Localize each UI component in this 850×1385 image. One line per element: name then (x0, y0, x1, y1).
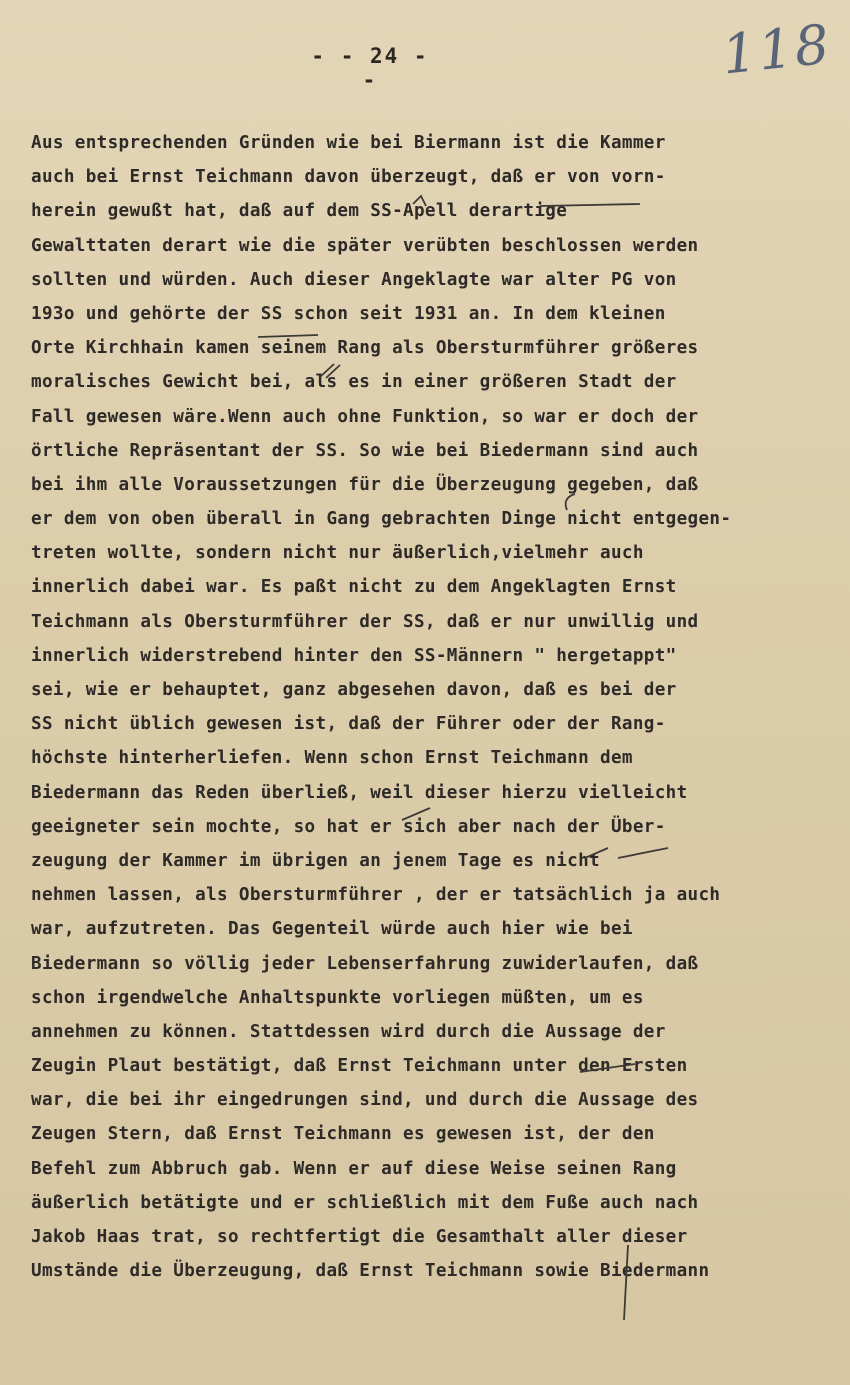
text-line: Biedermann so völlig jeder Lebenserfahrung zuwiderlaufen, daß (31, 953, 699, 974)
text-line: moralisches Gewicht bei, als es in einer größeren Stadt der (31, 372, 677, 393)
text-line: Fall gewesen wäre.Wenn auch ohne Funktion, so war er doch der (31, 406, 699, 427)
text-line: war, aufzutreten. Das Gegenteil würde auch hier wie bei (31, 919, 633, 940)
text-line: Befehl zum Abbruch gab. Wenn er auf diese Weise seinen Rang (31, 1158, 677, 1179)
text-line: Gewalttaten derart wie die später verübten beschlossen werden (31, 235, 699, 256)
text-line: treten wollte, sondern nicht nur äußerlich,vielmehr auch (31, 543, 644, 564)
text-line: Teichmann als Obersturmführer der SS, daß er nur unwillig und (31, 611, 699, 632)
text-line: herein gewußt hat, daß auf dem SS-Apell derartige (31, 201, 568, 222)
text-line: bei ihm alle Voraussetzungen für die Überzeugung gegeben, daß (31, 474, 699, 495)
text-line: geeigneter sein mochte, so hat er sich aber nach der Über- (31, 816, 666, 837)
text-line: Zeugen Stern, daß Ernst Teichmann es gewesen ist, der den (31, 1124, 655, 1145)
text-line: Aus entsprechenden Gründen wie bei Biermann ist die Kammer (31, 133, 666, 153)
text-line: SS nicht üblich gewesen ist, daß der Führer oder der Rang- (31, 714, 666, 735)
text-line: äußerlich betätigte und er schließlich mit dem Fuße auch nach (31, 1192, 699, 1213)
text-line: Biedermann das Reden überließ, weil dieser hierzu vielleicht (31, 782, 688, 803)
handwritten-folio-number: 118 (719, 12, 835, 87)
text-line: zeugung der Kammer im übrigen an jenem Tage es nicht (31, 850, 601, 871)
text-line: auch bei Ernst Teichmann davon überzeugt, daß er von vorn- (31, 167, 666, 188)
text-line: Jakob Haas trat, so rechtfertigt die Gesamthalt aller dieser (31, 1227, 688, 1247)
text-line: höchste hinterherliefen. Wenn schon Ernst Teichmann dem (31, 748, 633, 769)
text-line: schon irgendwelche Anhaltspunkte vorliegen müßten, um es (31, 987, 644, 1008)
text-line: Umstände die Überzeugung, daß Ernst Teichmann sowie Biedermann (31, 1261, 710, 1282)
page-number: - - 24 - - (311, 44, 429, 92)
text-line: war, die bei ihr eingedrungen sind, und durch die Aussage des (31, 1090, 699, 1111)
text-line: nehmen lassen, als Obersturmführer , der er tatsächlich ja auch (31, 885, 721, 906)
text-line: örtliche Repräsentant der SS. So wie bei Biedermann sind auch (31, 440, 699, 461)
text-line: Zeugin Plaut bestätigt, daß Ernst Teichmann unter den Ersten (31, 1056, 688, 1077)
text-line: er dem von oben überall in Gang gebrachten Dinge nicht entgegen- (31, 509, 732, 530)
text-line: sei, wie er behauptet, ganz abgesehen davon, daß es bei der (31, 680, 677, 700)
text-line: innerlich dabei war. Es paßt nicht zu dem Angeklagten Ernst (31, 577, 677, 598)
text-line: Orte Kirchhain kamen seinem Rang als Obersturmführer größeres (31, 338, 699, 359)
text-line: sollten und würden. Auch dieser Angeklagte war alter PG von (31, 269, 677, 290)
text-line: innerlich widerstrebend hinter den SS-Männern " hergetappt" (31, 645, 677, 666)
text-line: 193o und gehörte der SS schon seit 1931 an. In dem kleinen (31, 303, 666, 324)
text-line: annehmen zu können. Stattdessen wird durch die Aussage der (31, 1021, 666, 1042)
